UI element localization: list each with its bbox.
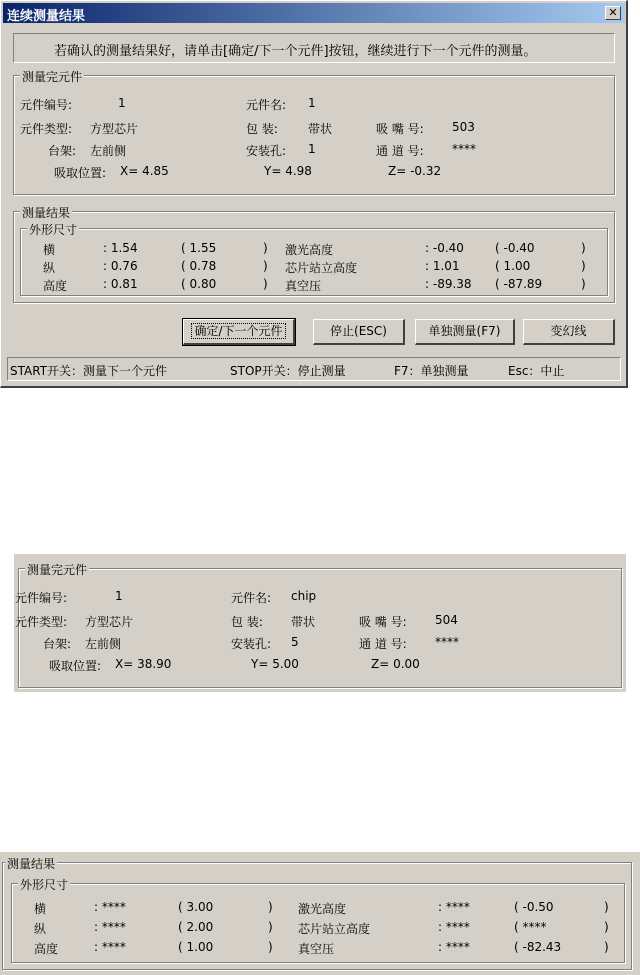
row-close-paren: ) <box>263 259 268 273</box>
dimension-subgroup-2 <box>11 878 625 963</box>
row-ref-value-2: ( 1.00 <box>495 259 531 273</box>
stop-button-label: 停止(ESC) <box>330 324 387 338</box>
status-f7: F7：单独测量 <box>394 364 469 378</box>
hole-label: 安装孔: <box>246 144 287 158</box>
channel-label: 通 道 号: <box>376 144 424 158</box>
instruction-box <box>13 33 615 63</box>
row-ref-value: ( 3.00 <box>178 900 214 914</box>
row-label: 高度 <box>43 279 68 293</box>
row-value-2: : -89.38 <box>425 277 472 291</box>
dimension-legend: 外形尺寸 <box>29 223 78 237</box>
nozzle-value: 503 <box>452 120 475 134</box>
nozzle-label: 吸 嘴 号: <box>376 122 424 136</box>
row-label-2: 激光高度 <box>285 243 334 257</box>
component-id-label: 元件编号: <box>15 591 68 605</box>
dialog-title: 连续测量结果 <box>7 9 86 24</box>
pickup-label: 吸取位置: <box>49 659 102 673</box>
row-value-2: : **** <box>438 920 470 934</box>
row-value-2: : **** <box>438 900 470 914</box>
hole-label: 安装孔: <box>231 637 272 651</box>
close-button[interactable] <box>605 6 621 20</box>
status-esc: Esc：中止 <box>508 364 565 378</box>
dimension-legend: 外形尺寸 <box>20 878 69 892</box>
dimension-subgroup <box>20 223 608 296</box>
row-ref-value-2: ( -0.40 <box>495 241 535 255</box>
package-value: 带状 <box>291 615 316 629</box>
row-close-paren-2: ) <box>604 920 609 934</box>
row-label-2: 芯片站立高度 <box>285 261 358 275</box>
pickup-x: X= 38.90 <box>115 657 172 671</box>
rack-value: 左前侧 <box>85 637 122 651</box>
row-ref-value-2: ( **** <box>514 920 547 934</box>
result-group <box>13 206 615 303</box>
component-name-value: 1 <box>308 96 316 110</box>
rack-label: 台架: <box>43 637 72 651</box>
row-close-paren-2: ) <box>604 940 609 954</box>
row-label: 高度 <box>34 942 59 956</box>
component-type-value: 方型芯片 <box>85 615 134 629</box>
row-value: : 0.81 <box>103 277 138 291</box>
status-stop: STOP开关：停止测量 <box>230 364 346 378</box>
next-component-button[interactable] <box>183 319 295 345</box>
change-line-button-label: 变幻线 <box>550 324 587 338</box>
close-icon: ✕ <box>608 6 618 19</box>
channel-value: **** <box>452 142 476 156</box>
row-label: 横 <box>43 243 56 257</box>
component-name-value: chip <box>291 589 317 603</box>
row-label: 横 <box>34 902 47 916</box>
rack-label: 台架: <box>48 144 77 158</box>
package-value: 带状 <box>308 122 333 136</box>
component-name-label: 元件名: <box>246 98 287 112</box>
single-measure-button-label: 单独测量(F7) <box>428 324 501 338</box>
row-close-paren: ) <box>268 920 273 934</box>
single-measure-button[interactable] <box>415 319 515 345</box>
change-line-button[interactable] <box>523 319 615 345</box>
row-ref-value-2: ( -0.50 <box>514 900 554 914</box>
row-ref-value: ( 2.00 <box>178 920 214 934</box>
next-component-button-label: 确定/下一个元件 <box>191 323 285 339</box>
row-close-paren: ) <box>263 277 268 291</box>
result-group-2 <box>2 857 632 970</box>
package-label: 包 装: <box>246 122 278 136</box>
component-id-value: 1 <box>115 589 123 603</box>
nozzle-label: 吸 嘴 号: <box>359 615 407 629</box>
component-group-legend: 测量完元件 <box>22 70 83 84</box>
row-label: 纵 <box>43 261 56 275</box>
nozzle-value: 504 <box>435 613 458 627</box>
pickup-z: Z= -0.32 <box>388 164 442 178</box>
status-start: START开关：测量下一个元件 <box>10 364 168 378</box>
component-name-label: 元件名: <box>231 591 272 605</box>
component-id-label: 元件编号: <box>20 98 73 112</box>
package-label: 包 装: <box>231 615 263 629</box>
component-group-2-legend: 测量完元件 <box>27 563 88 577</box>
pickup-y: Y= 5.00 <box>251 657 299 671</box>
row-value-2: : **** <box>438 940 470 954</box>
stop-button[interactable] <box>313 319 405 345</box>
row-close-paren: ) <box>263 241 268 255</box>
row-value: : 0.76 <box>103 259 138 273</box>
row-close-paren: ) <box>268 940 273 954</box>
component-group <box>13 70 615 195</box>
channel-label: 通 道 号: <box>359 637 407 651</box>
row-ref-value: ( 0.80 <box>181 277 217 291</box>
row-value: : **** <box>94 920 126 934</box>
result-group-2-legend: 测量结果 <box>7 857 56 871</box>
row-ref-value: ( 1.55 <box>181 241 217 255</box>
row-close-paren: ) <box>268 900 273 914</box>
component-type-label: 元件类型: <box>15 615 68 629</box>
pickup-x: X= 4.85 <box>120 164 169 178</box>
row-value: : 1.54 <box>103 241 138 255</box>
row-value-2: : -0.40 <box>425 241 464 255</box>
hole-value: 1 <box>308 142 316 156</box>
pickup-z: Z= 0.00 <box>371 657 420 671</box>
row-ref-value-2: ( -82.43 <box>514 940 562 954</box>
channel-value: **** <box>435 635 459 649</box>
row-value: : **** <box>94 940 126 954</box>
pickup-label: 吸取位置: <box>54 166 107 180</box>
measurement-result-dialog <box>0 0 628 388</box>
rack-value: 左前侧 <box>90 144 127 158</box>
component-type-label: 元件类型: <box>20 122 73 136</box>
row-label-2: 真空压 <box>298 942 335 956</box>
row-close-paren-2: ) <box>581 259 586 273</box>
result-panel-crop <box>0 852 640 975</box>
row-value: : **** <box>94 900 126 914</box>
row-close-paren-2: ) <box>581 277 586 291</box>
pickup-y: Y= 4.98 <box>264 164 312 178</box>
title-bar[interactable] <box>3 3 625 23</box>
status-bar <box>7 357 621 381</box>
row-ref-value-2: ( -87.89 <box>495 277 543 291</box>
row-label-2: 真空压 <box>285 279 322 293</box>
row-label: 纵 <box>34 922 47 936</box>
component-group-2 <box>15 563 622 688</box>
result-group-legend: 测量结果 <box>22 206 71 220</box>
row-close-paren-2: ) <box>581 241 586 255</box>
row-value-2: : 1.01 <box>425 259 460 273</box>
component-type-value: 方型芯片 <box>90 122 139 136</box>
instruction-text: 若确认的测量结果好，请单击[确定/下一个元件]按钮，继续进行下一个元件的测量。 <box>54 44 537 59</box>
hole-value: 5 <box>291 635 299 649</box>
row-ref-value: ( 0.78 <box>181 259 217 273</box>
row-ref-value: ( 1.00 <box>178 940 214 954</box>
component-panel-crop <box>14 554 626 692</box>
row-label-2: 芯片站立高度 <box>298 922 371 936</box>
row-label-2: 激光高度 <box>298 902 347 916</box>
component-id-value: 1 <box>118 96 126 110</box>
row-close-paren-2: ) <box>604 900 609 914</box>
